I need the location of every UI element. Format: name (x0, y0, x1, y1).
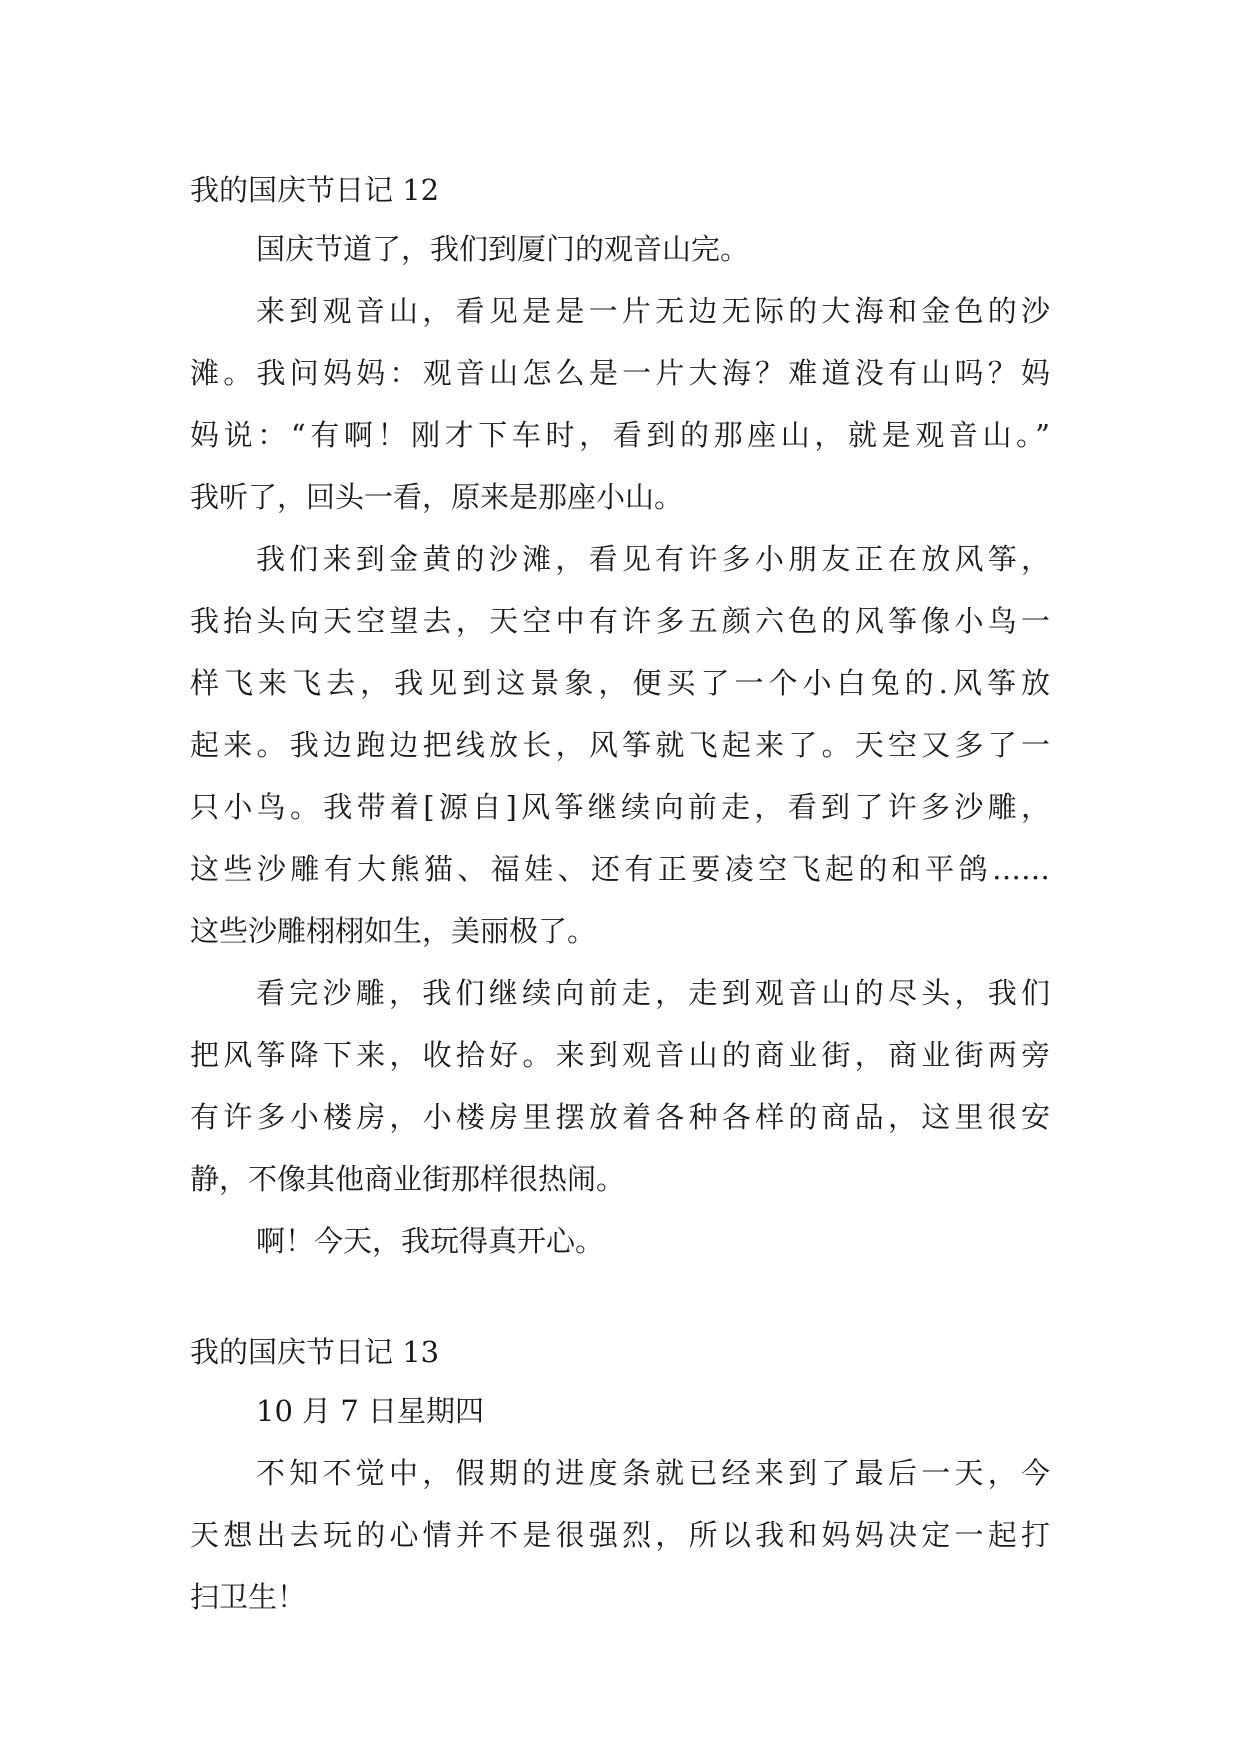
text-line: 滩。我问妈妈：观音山怎么是一片大海？难道没有山吗？妈 (190, 356, 1050, 390)
entry-date: 10 月 7 日星期四 (256, 1394, 485, 1428)
text-line: 妈说：“有啊！刚才下车时，看到的那座山，就是观音山。” (190, 418, 1050, 452)
entry-title: 我的国庆节日记 12 (190, 173, 440, 207)
paragraph (190, 1210, 1050, 1272)
paragraph (190, 528, 1050, 962)
text-line: 我听了，回头一看，原来是那座小山。 (190, 480, 684, 514)
text-line: 样飞来飞去，我见到这景象，便买了一个小白兔的.风筝放 (190, 666, 1050, 700)
text-line: 国庆节道了，我们到厦门的观音山完。 (256, 232, 750, 266)
text-line: 看完沙雕，我们继续向前走，走到观音山的尽头，我们 (256, 976, 1050, 1010)
document-body (190, 162, 1050, 1628)
text-line: 我抬头向天空望去，天空中有许多五颜六色的风筝像小鸟一 (190, 604, 1050, 638)
text-line: 只小鸟。我带着[源自]风筝继续向前走，看到了许多沙雕， (190, 790, 1050, 824)
entry-title: 我的国庆节日记 13 (190, 1335, 440, 1369)
diary-entry-12 (190, 162, 1050, 1272)
diary-entry-13 (190, 1324, 1050, 1628)
paragraph (190, 962, 1050, 1210)
text-line: 起来。我边跑边把线放长，风筝就飞起来了。天空又多了一 (190, 728, 1050, 762)
paragraph (190, 218, 1050, 280)
text-line: 啊！今天，我玩得真开心。 (256, 1224, 605, 1258)
text-line: 来到观音山，看见是是一片无边无际的大海和金色的沙 (256, 294, 1050, 328)
section-spacer (190, 1272, 1050, 1324)
text-line: 有许多小楼房，小楼房里摆放着各种各样的商品，这里很安 (190, 1100, 1050, 1134)
text-line: 静，不像其他商业街那样很热闹。 (190, 1162, 626, 1196)
paragraph (190, 1442, 1050, 1628)
text-line: 扫卫生！ (190, 1580, 307, 1614)
paragraph (190, 280, 1050, 528)
paragraph (190, 1380, 1050, 1442)
text-line: 天想出去玩的心情并不是很强烈，所以我和妈妈决定一起打 (190, 1518, 1050, 1552)
text-line: 这些沙雕栩栩如生，美丽极了。 (190, 914, 597, 948)
text-line: 这些沙雕有大熊猫、福娃、还有正要凌空飞起的和平鸽…… (190, 852, 1050, 886)
text-line: 不知不觉中，假期的进度条就已经来到了最后一天，今 (256, 1456, 1050, 1490)
text-line: 把风筝降下来，收拾好。来到观音山的商业街，商业街两旁 (190, 1038, 1050, 1072)
text-line: 我们来到金黄的沙滩，看见有许多小朋友正在放风筝， (256, 542, 1050, 576)
